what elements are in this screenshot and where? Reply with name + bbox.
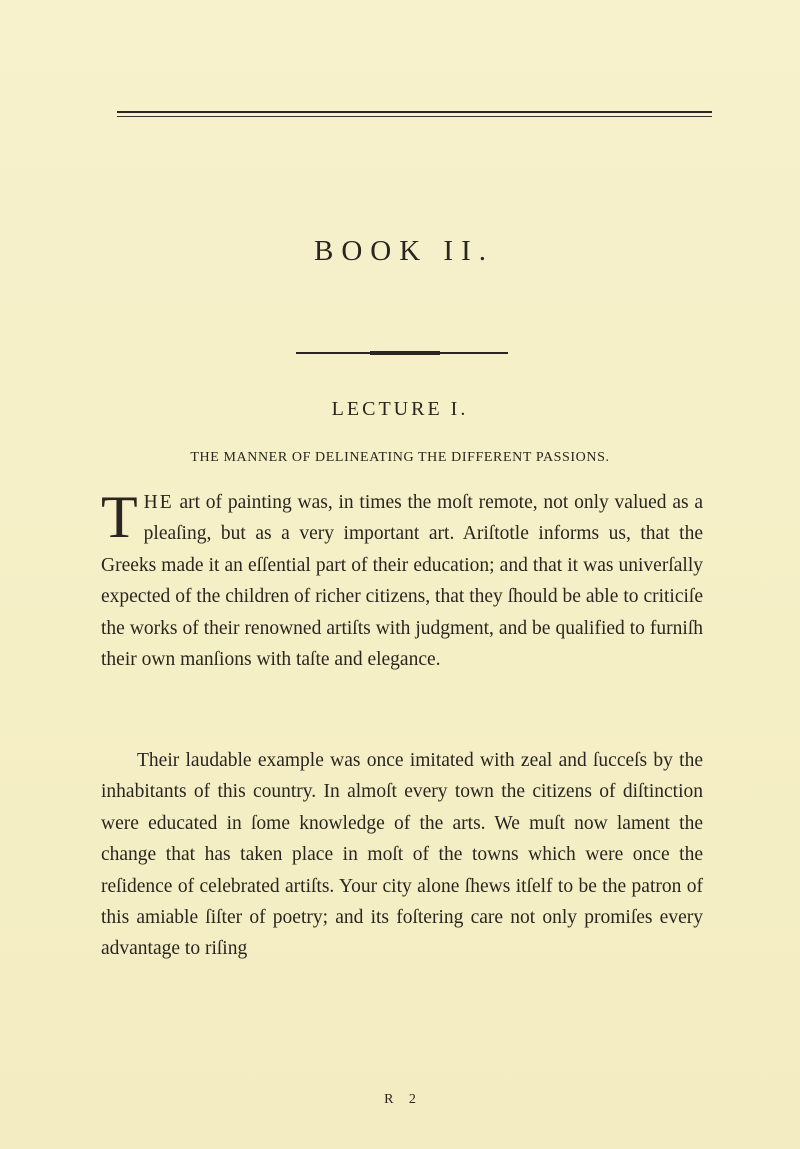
top-double-rule-upper	[117, 111, 712, 113]
lecture-heading: LECTURE I.	[331, 398, 469, 420]
section-divider-ornament	[370, 351, 440, 355]
book-heading: BOOK II.	[314, 235, 494, 267]
signature-mark: R 2	[384, 1092, 422, 1107]
paragraph-first	[101, 484, 703, 675]
subject-heading: THE MANNER OF DELINEATING THE DIFFERENT PASSIONS.	[190, 450, 610, 465]
opening-word-rest: HE	[143, 492, 174, 513]
top-double-rule-lower	[117, 116, 712, 117]
paragraph-first-text: art of painting was, in times the moſt remote, not only valued as a pleaſing, but as a very important art. Ariſtotle informs us, that the Greeks made it an eſſential part of their education; and that it was univerſally expected of the children of richer citizens, that they ſhould be able to criticiſe the works of their renowned artiſts with judgment, and be qualified to furniſh their own manſions with taſte and elegance.	[101, 492, 703, 671]
paragraph-second: Their laudable example was once imitated with zeal and ſucceſs by the inhabitants of this country. In almoſt every town the citizens of diſtinction were educated in ſome knowledge of the arts. We muſt now lament the change that has taken place in moſt of the towns which were once the reſidence of celebrated artiſts. Your city alone ſhews itſelf to be the patron of this amiable ſiſter of poetry; and its foſtering care not only promiſes every advantage to riſing	[101, 750, 703, 960]
drop-cap-letter: T	[101, 484, 138, 550]
